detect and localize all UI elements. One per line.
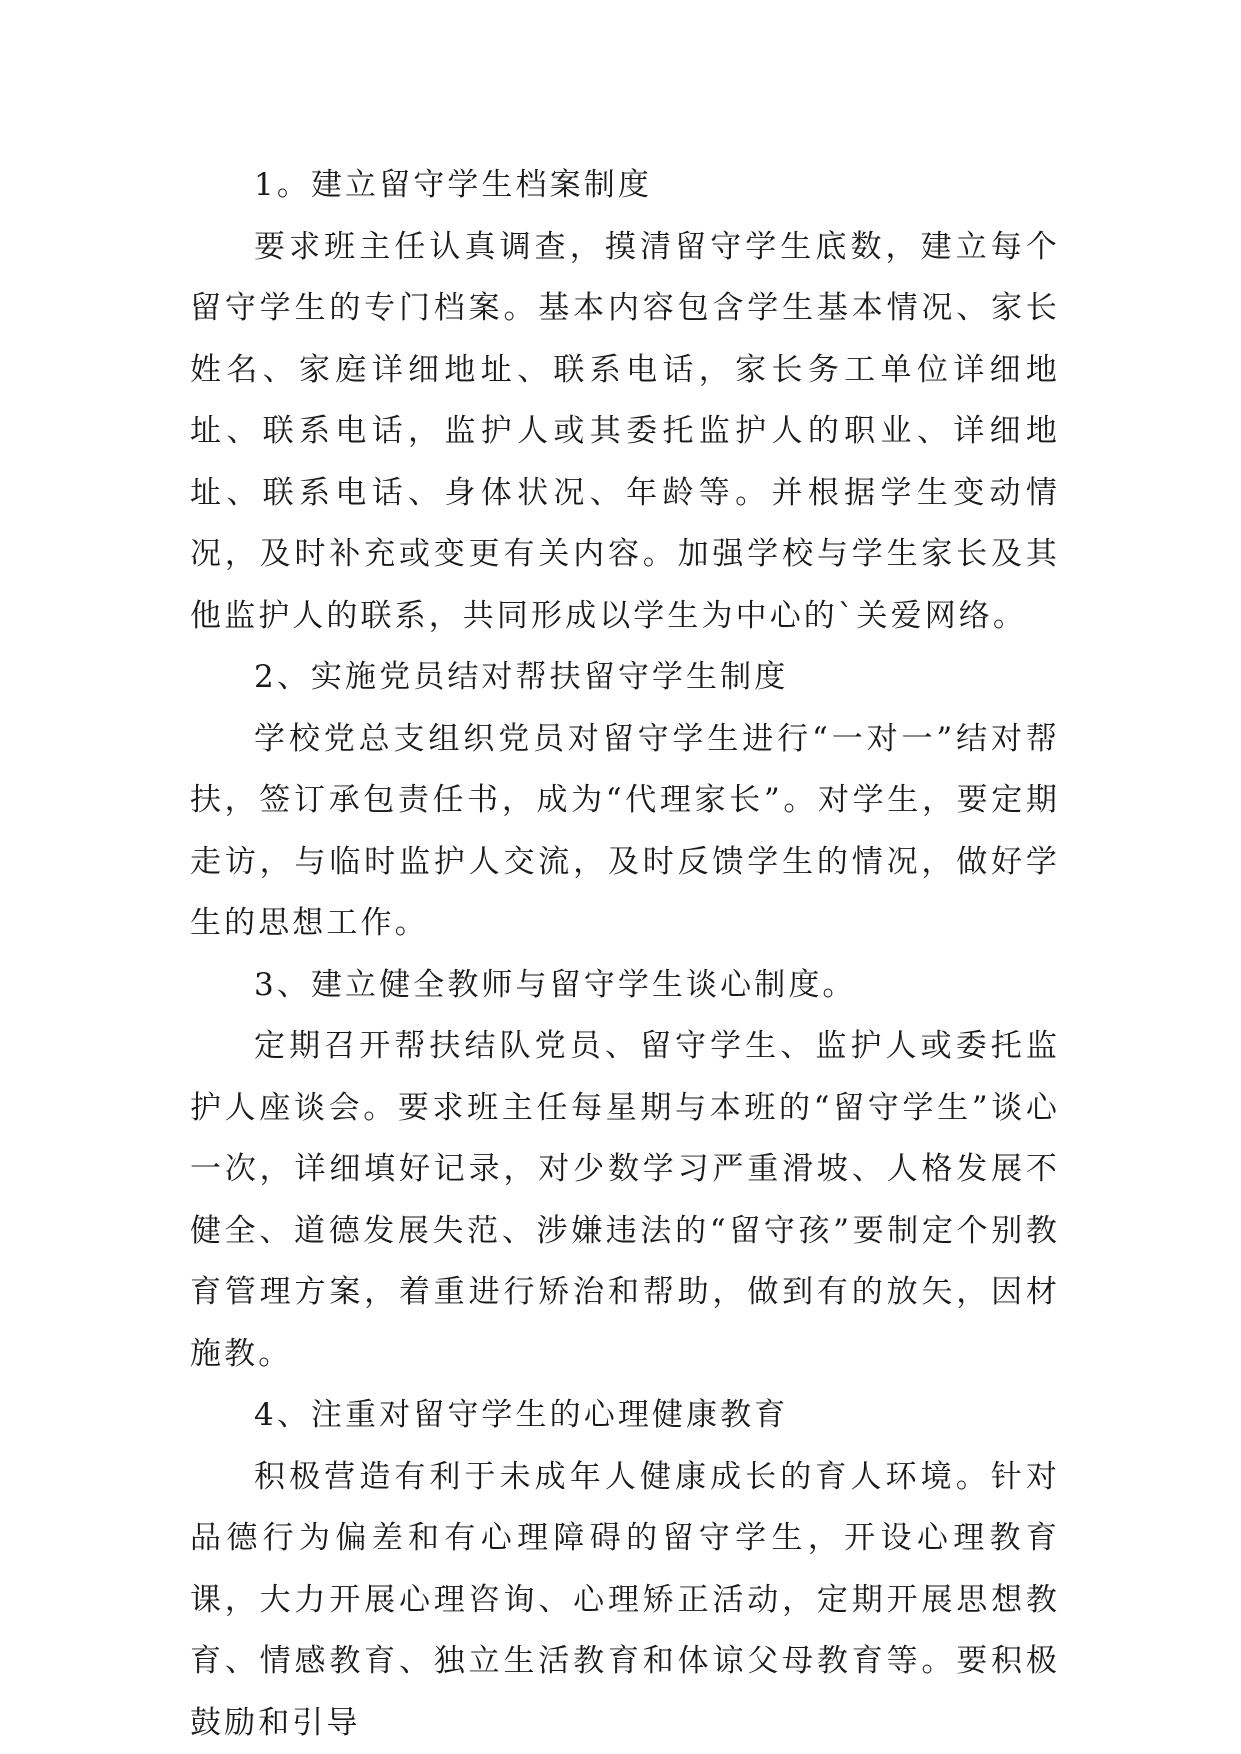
section-2-heading: 2、实施党员结对帮扶留守学生制度 <box>254 659 789 695</box>
document-page <box>190 155 1060 1754</box>
section-1-heading: 1。建立留守学生档案制度 <box>254 167 652 203</box>
section-3-body: 定期召开帮扶结队党员、留守学生、监护人或委托监护人座谈会。要求班主任每星期与本班的“留守学生”谈心一次，详细填好记录，对少数学习严重滑坡、人格发展不健全、道德发展失范、涉嫌违法的“留守孩”要制定个别教育管理方案，着重进行矫治和帮助，做到有的放矢，因材施教。 <box>190 1028 1060 1372</box>
section-3-heading: 3、建立健全教师与留守学生谈心制度。 <box>254 966 857 1003</box>
section-4-heading: 4、注重对留守学生的心理健康教育 <box>254 1397 789 1433</box>
section-1-body: 要求班主任认真调查，摸清留守学生底数，建立每个留守学生的专门档案。基本内容包含学生基本情况、家长姓名、家庭详细地址、联系电话，家长务工单位详细地址、联系电话，监护人或其委托监护人的职业、详细地址、联系电话、身体状况、年龄等。并根据学生变动情况，及时补充或变更有关内容。加强学校与学生家长及其他监护人的联系，共同形成以学生为中心的`关爱网络。 <box>190 228 1060 634</box>
section-2-body: 学校党总支组织党员对留守学生进行“一对一”结对帮扶，签订承包责任书，成为“代理家长”。对学生，要定期走访，与临时监护人交流，及时反馈学生的情况，做好学生的思想工作。 <box>190 720 1060 941</box>
section-4-body: 积极营造有利于未成年人健康成长的育人环境。针对品德行为偏差和有心理障碍的留守学生，开设心理教育课，大力开展心理咨询、心理矫正活动，定期开展思想教育、情感教育、独立生活教育和体谅父母教育等。要积极鼓励和引导 <box>190 1458 1060 1741</box>
